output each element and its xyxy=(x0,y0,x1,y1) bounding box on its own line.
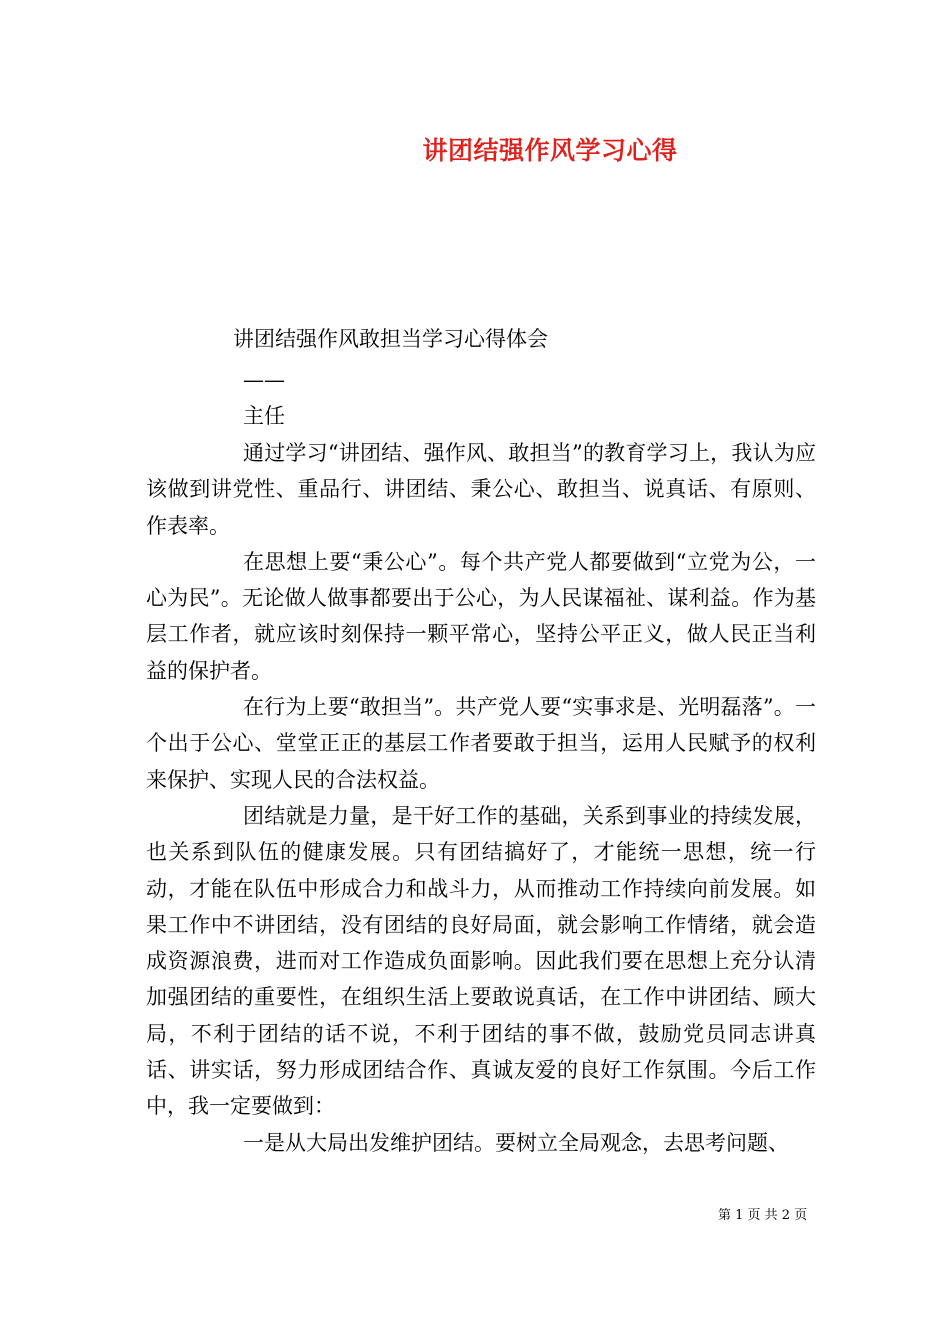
dash-separator: —— xyxy=(243,368,285,392)
paragraph: 团结就是力量，是干好工作的基础，关系到事业的持续发展，也关系到队伍的健康发展。只有团结搞好了，才能统一思想，统一行动，才能在队伍中形成合力和战斗力，从而推动工作持续向前发展。如果工作中不讲团结，没有团结的良好局面，就会影响工作情绪，就会造成资源浪费，进而对工作造成负面影响。因此我们要在思想上充分认清加强团结的重要性，在组织生活上要敢说真话，在工作中讲团结、顾大局，不利于团结的话不说，不利于团结的事不做，鼓励党员同志讲真话、讲实话，努力形成团结合作、真诚友爱的良好工作氛围。今后工作中，我一定要做到： xyxy=(146,803,816,1119)
author-role: 主任 xyxy=(243,404,285,428)
document-subtitle: 讲团结强作风敢担当学习心得体会 xyxy=(233,327,548,351)
paragraph: 在思想上要“秉公心”。每个共产党人都要做到“立党为公，一心为民”。无论做人做事都要出于公心，为人民谋福祉、谋利益。作为基层工作者，就应该时刻保持一颗平常心，坚持公平正义，做人民正当利益的保护者。 xyxy=(146,549,816,683)
paragraph: 在行为上要“敢担当”。共产党人要“实事求是、光明磊落”。一个出于公心、堂堂正正的基层工作者要敢于担当，运用人民赋予的权利来保护、实现人民的合法权益。 xyxy=(146,695,816,792)
page-title: 讲团结强作风学习心得 xyxy=(422,136,678,165)
paragraph: 一是从大局出发维护团结。要树立全局观念，去思考问题、 xyxy=(243,1130,789,1155)
paragraph: 通过学习“讲团结、强作风、敢担当”的教育学习上，我认为应该做到讲党性、重品行、讲团结、秉公心、敢担当、说真话、有原则、作表率。 xyxy=(146,441,816,538)
document-body xyxy=(146,435,816,1161)
page-footer: 第 1 页 共 2 页 xyxy=(718,1208,808,1223)
